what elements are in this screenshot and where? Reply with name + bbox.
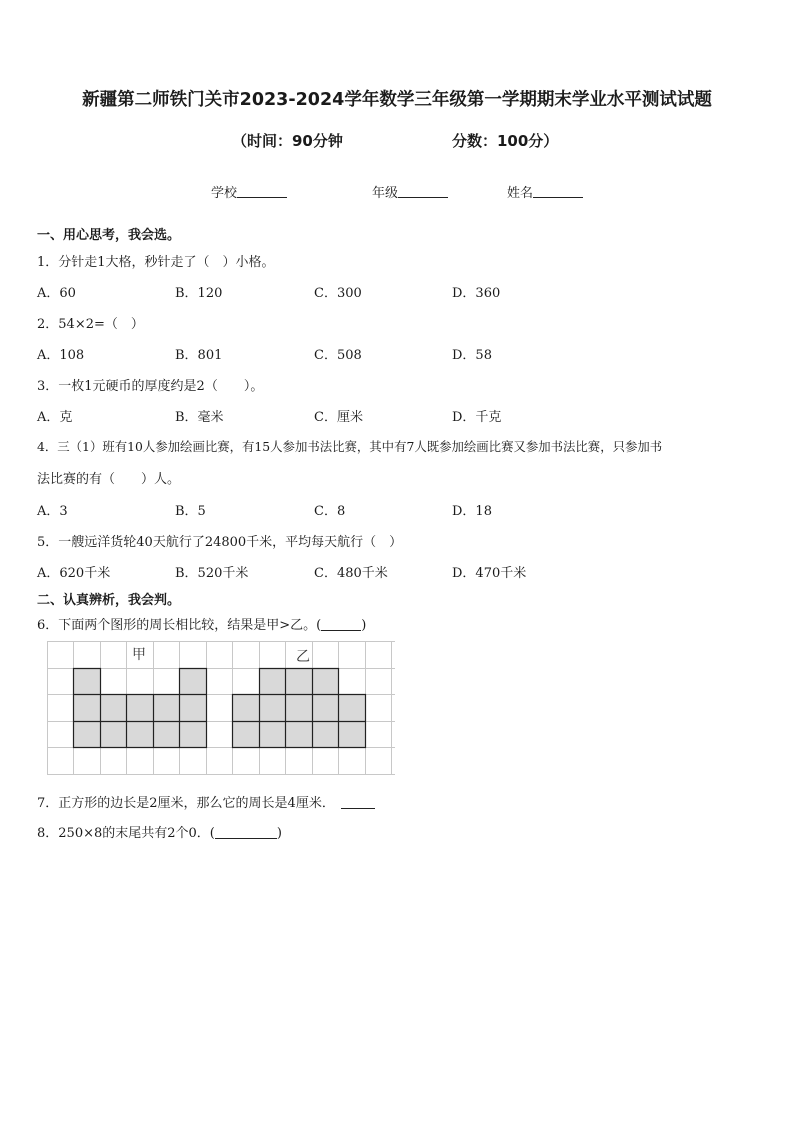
- q1-option-b[interactable]: B．120: [175, 286, 223, 301]
- name-label: 姓名: [507, 186, 534, 201]
- grade-field[interactable]: [372, 182, 448, 201]
- q7-answer-blank[interactable]: [341, 796, 375, 809]
- q5-option-a[interactable]: A．620千米: [37, 566, 111, 581]
- q3-option-a[interactable]: A．克: [37, 410, 73, 425]
- q5-option-d[interactable]: D．470千米: [452, 566, 527, 581]
- section-2-title: 二、认真辨析，我会判。: [37, 593, 181, 608]
- q5-option-c[interactable]: C．480千米: [314, 566, 388, 581]
- question-3: 3．一枚1元硬币的厚度约是2（ ）。: [37, 379, 264, 394]
- exam-score: 分数：100分）: [452, 132, 559, 150]
- q6-answer-blank[interactable]: [321, 618, 361, 631]
- page-title: 新疆第二师铁门关市2023-2024学年数学三年级第一学期期末学业水平测试试题: [82, 90, 712, 110]
- label-yi: 乙: [296, 649, 310, 665]
- q5-option-b[interactable]: B．520千米: [175, 566, 249, 581]
- q1-option-a[interactable]: A．60: [37, 286, 76, 301]
- question-8: [37, 822, 282, 841]
- shape-yi: [233, 669, 366, 748]
- q1-option-d[interactable]: D．360: [452, 286, 501, 301]
- question-6-text: 6．下面两个图形的周长相比较，结果是甲>乙。(: [37, 618, 322, 633]
- q2-option-a[interactable]: A．108: [37, 348, 85, 363]
- q4-option-a[interactable]: A．3: [37, 504, 68, 519]
- question-5: 5．一艘远洋货轮40天航行了24800千米，平均每天航行（ ）: [37, 535, 403, 550]
- name-field[interactable]: [507, 182, 583, 201]
- q3-option-b[interactable]: B．毫米: [175, 410, 224, 425]
- q4-option-d[interactable]: D．18: [452, 504, 492, 519]
- question-7-text: 7．正方形的边长是2厘米，那么它的周长是4厘米．: [37, 796, 335, 811]
- q2-option-b[interactable]: B．801: [175, 348, 223, 363]
- exam-time: （时间：90分钟: [232, 132, 343, 150]
- question-8-text-end: ): [276, 826, 282, 841]
- q3-option-d[interactable]: D．千克: [452, 410, 502, 425]
- question-6: [37, 614, 366, 633]
- q2-option-d[interactable]: D．58: [452, 348, 492, 363]
- question-2: 2．54×2=（ ）: [37, 317, 144, 332]
- section-1-title: 一、用心思考，我会选。: [37, 228, 181, 243]
- grade-label: 年级: [372, 186, 399, 201]
- q3-option-c[interactable]: C．厘米: [314, 410, 363, 425]
- q1-option-c[interactable]: C．300: [314, 286, 362, 301]
- school-label: 学校: [211, 186, 238, 201]
- q6-figure: [47, 641, 395, 775]
- question-4-line-2: 法比赛的有（ ）人。: [37, 472, 181, 487]
- q8-answer-blank[interactable]: [215, 826, 277, 839]
- question-8-text: 8．250×8的末尾共有2个0．(: [37, 826, 215, 841]
- label-jia: 甲: [132, 647, 146, 663]
- q2-option-c[interactable]: C．508: [314, 348, 362, 363]
- name-blank[interactable]: [533, 184, 583, 198]
- question-6-text-end: ): [361, 618, 367, 633]
- question-4-line-1: 4．三（1）班有10人参加绘画比赛，有15人参加书法比赛，其中有7人既参加绘画比赛又参加书法比赛，只参加书: [37, 439, 663, 454]
- question-7: [37, 792, 375, 811]
- school-blank[interactable]: [237, 184, 287, 198]
- grade-blank[interactable]: [398, 184, 448, 198]
- school-field[interactable]: [211, 182, 287, 201]
- question-1: 1．分针走1大格，秒针走了（ ）小格。: [37, 255, 275, 270]
- q4-option-b[interactable]: B．5: [175, 504, 206, 519]
- shape-jia: [74, 669, 207, 748]
- q4-option-c[interactable]: C．8: [314, 504, 346, 519]
